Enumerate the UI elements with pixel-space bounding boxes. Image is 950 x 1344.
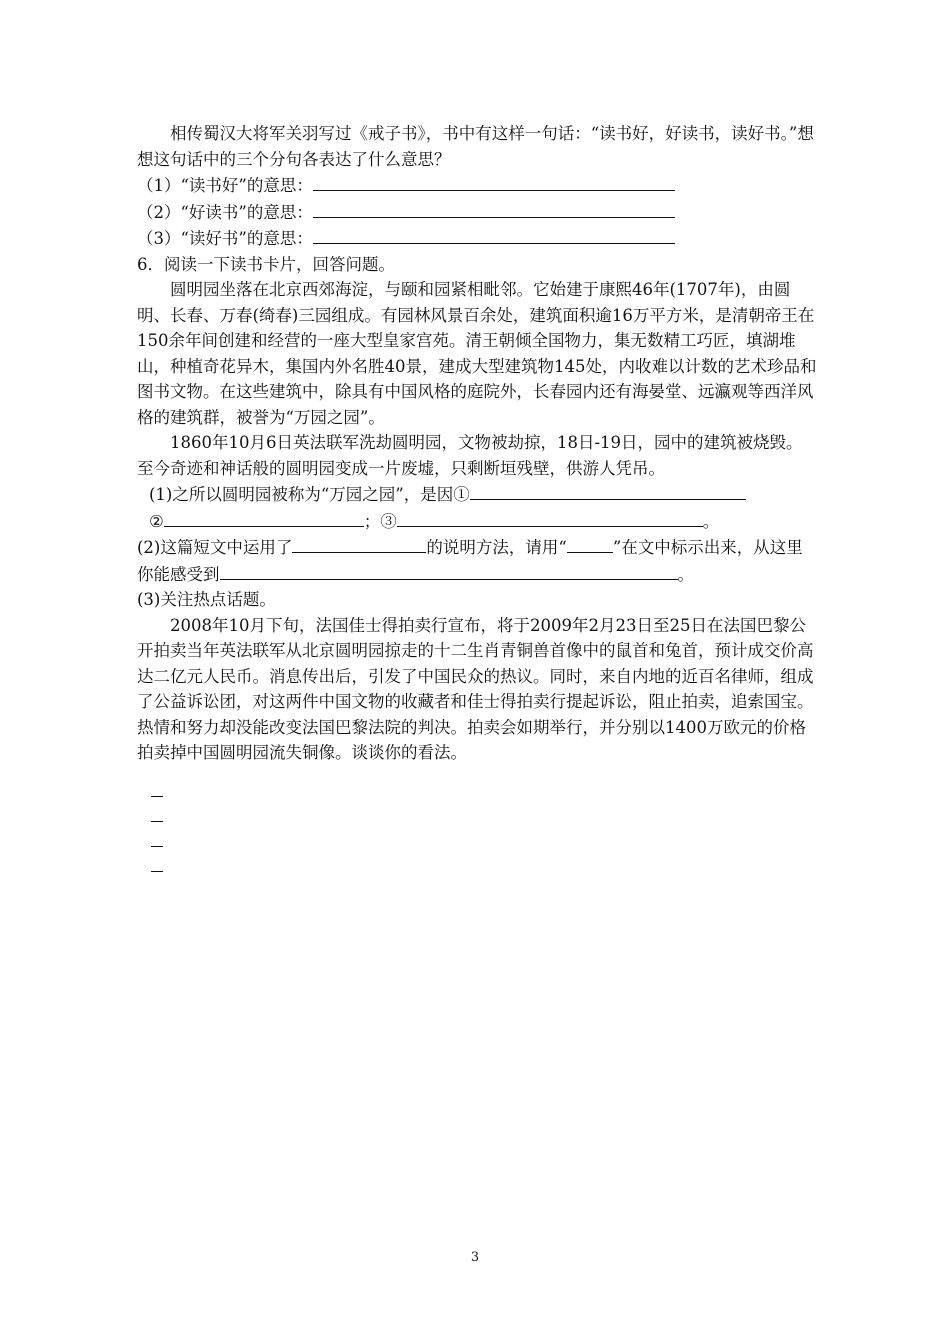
intro-item-1-label: （1）“读书好”的意思： [137, 176, 313, 195]
answer-line[interactable] [151, 857, 163, 872]
sub-question-1 [137, 481, 817, 508]
answer-line[interactable] [151, 832, 163, 847]
answer-line[interactable] [151, 807, 163, 822]
sub-question-2 [137, 534, 817, 587]
answer-blank-2[interactable] [313, 199, 675, 218]
answer-lines [137, 782, 817, 872]
reason-end: 。 [702, 511, 720, 531]
reason-separator: ；③ [363, 511, 397, 531]
reason-mark-2: ② [149, 511, 164, 531]
intro-item-3-label: （3）“读好书”的意思： [137, 229, 313, 248]
intro-item-2-label: （2）“好读书”的意思： [137, 202, 313, 222]
passage-paragraph-2: 1860年10月6日英法联军洗劫圆明园，文物被劫掠，18日-19日，园中的建筑被烧毁。至今奇迹和神话般的圆明园变成一片废墟，只剩断垣残壁，供游人凭吊。 [137, 433, 803, 478]
page-number: 3 [470, 1250, 480, 1265]
sub-question-2-part-2: 的说明方法，请用“ [426, 538, 567, 557]
reason-blank-2[interactable] [164, 508, 364, 527]
question-6-title-text: 6．阅读一下读书卡片，回答问题。 [137, 254, 395, 274]
passage-paragraph-3: 2008年10月下旬，法国佳士得拍卖行宣布，将于2009年2月23日至25日在法国巴黎公开拍卖当年英法联军从北京圆明园掠走的十二生肖青铜兽首像中的鼠首和兔首，预计成交价高达二亿元人民币。消息传出后，引发了中国民众的热议。同时，来自内地的近百名律师，组成了公益诉讼团，对这两件中国文物的收藏者和佳士得拍卖行提起诉讼，阻止拍卖，追索国宝。热情和努力却没能改变法国巴黎法院的判决。拍卖会如期举行，并分别以1400万欧元的价格拍卖掉中国圆明园流失铜像。谈谈你的看法。 [137, 615, 814, 762]
reason-blank-3[interactable] [397, 508, 703, 527]
intro-item-3 [137, 225, 817, 252]
feeling-blank[interactable] [220, 561, 678, 580]
intro-item-2 [137, 199, 817, 226]
reason-blank-1[interactable] [470, 481, 746, 500]
mark-symbol-blank[interactable] [567, 534, 613, 553]
page-content [137, 121, 817, 882]
sub-question-1-text: (1)之所以圆明园被称为“万园之园”，是因① [149, 485, 470, 504]
question-6-title [137, 252, 817, 278]
method-blank[interactable] [292, 534, 426, 553]
sub-question-2-part-3: ”在文中标示出来，从这里你能感受到 [137, 538, 803, 584]
sub-question-3-title: (3)关注热点话题。 [137, 590, 276, 609]
sub-question-2-end: 。 [677, 564, 694, 584]
answer-line[interactable] [151, 782, 163, 797]
answer-blank-3[interactable] [313, 225, 675, 244]
sub-question-1-continued [137, 508, 817, 535]
sub-question-2-part-1: (2)这篇短文中运用了 [137, 538, 293, 557]
passage-paragraph-1: 圆明园坐落在北京西郊海淀，与颐和园紧相毗邻。它始建于康熙46年(1707年)，由圆明、长春、万春(绮春)三园组成。有园林风景百余处，建筑面积逾16万平方米，是清朝帝王在150余年间创建和经营的一座大型皇家宫苑。清王朝倾全国物力，集无数精工巧匠，填湖堆山，种植奇花异木，集国内外名胜40景，建成大型建筑物145处，内收难以计数的艺术珍品和图书文物。在这些建筑中，除具有中国风格的庭院外，长春园内还有海晏堂、远瀛观等西洋风格的建筑群，被誉为“万园之园”。 [137, 280, 817, 427]
answer-blank-1[interactable] [313, 172, 675, 191]
intro-paragraph: 相传蜀汉大将军关羽写过《戒子书》，书中有这样一句话：“读书好，好读书，读好书。”想想这句话中的三个分句各表达了什么意思？ [137, 124, 814, 169]
intro-item-1 [137, 172, 817, 199]
